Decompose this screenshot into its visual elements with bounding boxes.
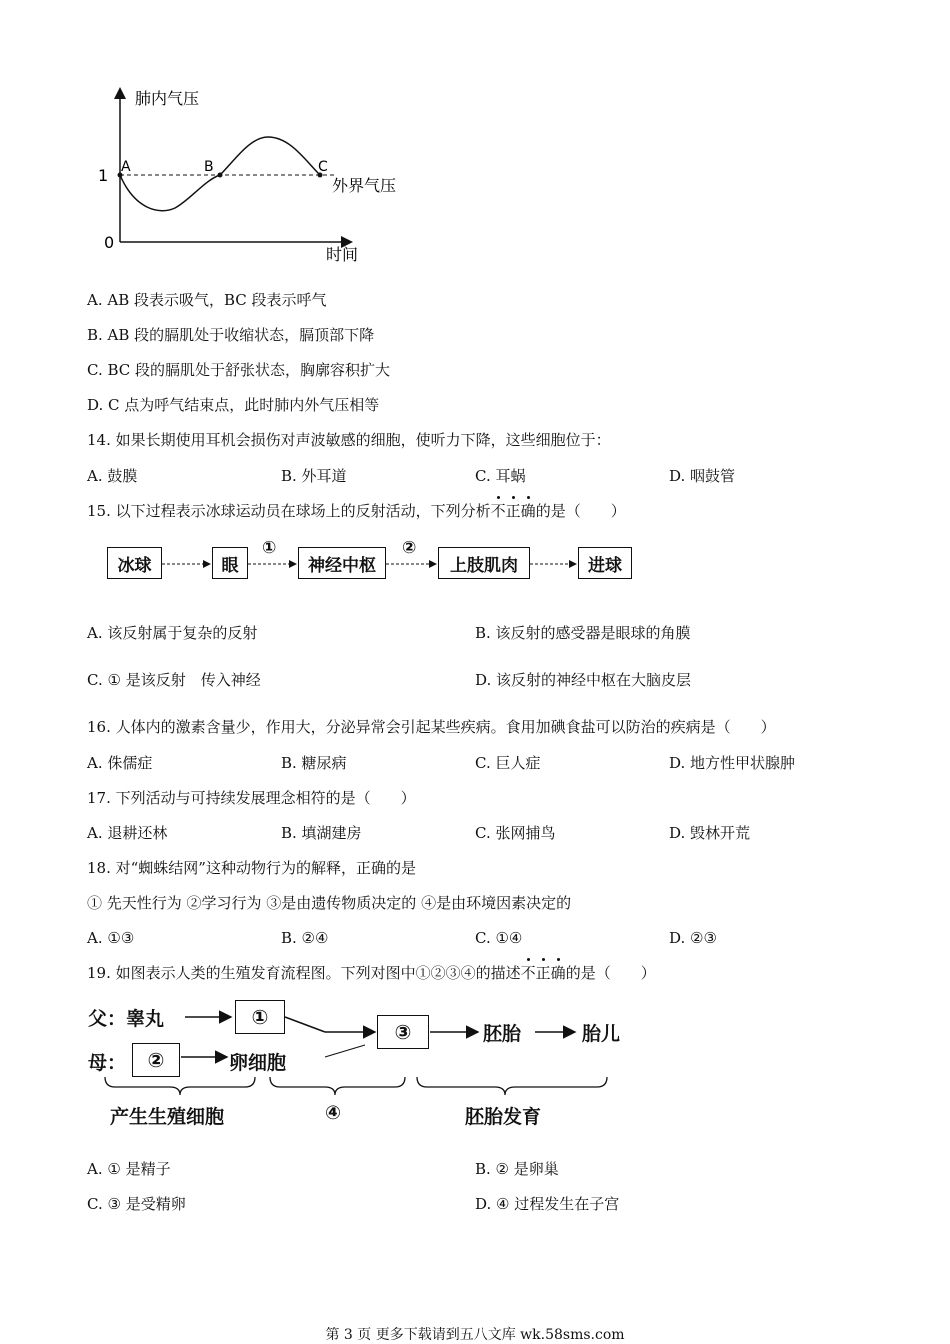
q17-option-d[interactable]: D. 毁林开荒 — [669, 824, 751, 842]
q16-option-d[interactable]: D. 地方性甲状腺肿 — [669, 754, 796, 772]
q16-stem: 16. 人体内的激素含量少，作用大，分泌异常会引起某些疾病。食用加碘食盐可以防治的疾病是（ ） — [87, 718, 776, 736]
mother-label: 母： — [88, 1052, 127, 1074]
q16-option-c[interactable]: C. 巨人症 — [475, 754, 541, 772]
flow-box-goal: 进球 — [578, 547, 632, 579]
q18-option-a[interactable]: A. ①③ — [87, 929, 135, 947]
q15-stem — [87, 501, 626, 521]
point-a-label: A — [121, 159, 131, 175]
egg-label: 卵细胞 — [229, 1052, 287, 1074]
brace-label-3: 胚胎发育 — [465, 1106, 542, 1128]
q15-emph-3: 确 — [520, 502, 536, 520]
box-3: ③ — [377, 1015, 429, 1049]
point-b-label: B — [204, 159, 214, 175]
embryo-label: 胚胎 — [483, 1023, 522, 1045]
flow-label-1: ① — [262, 538, 277, 558]
q14-option-c[interactable]: C. 耳蜗 — [475, 467, 526, 485]
q15-emph-2: 正 — [505, 502, 521, 520]
q19-option-b[interactable]: B. ② 是卵巢 — [475, 1160, 559, 1178]
q13-option-b[interactable]: B. AB 段的膈肌处于收缩状态，膈顶部下降 — [87, 326, 375, 344]
q17-option-a[interactable]: A. 退耕还林 — [87, 824, 168, 842]
tick-1-label: 1 — [98, 166, 109, 185]
q14-option-a[interactable]: A. 鼓膜 — [87, 467, 138, 485]
q19-option-c[interactable]: C. ③ 是受精卵 — [87, 1195, 186, 1213]
external-pressure-label: 外界气压 — [332, 176, 397, 195]
q15-stem-tail: 的是（ ） — [535, 502, 626, 520]
q18-stem: 18. 对“蜘蛛结网”这种动物行为的解释，正确的是 — [87, 859, 416, 877]
q19-emph-2: 正 — [535, 964, 551, 982]
flow-box-hockey: 冰球 — [107, 547, 162, 579]
page-footer: 第 3 页 更多下载请到五八文库 wk.58sms.com — [325, 1327, 625, 1343]
q19-stem-tail: 的是（ ） — [565, 964, 656, 982]
pressure-graph — [90, 80, 510, 270]
box-2: ② — [132, 1043, 180, 1077]
q19-emph-3: 确 — [550, 964, 566, 982]
q15-stem-text: 15. 以下过程表示冰球运动员在球场上的反射活动，下列分析 — [87, 502, 491, 520]
brace-label-1: 产生生殖细胞 — [110, 1106, 225, 1128]
q15-option-c[interactable]: C. ① 是该反射 传入神经 — [87, 671, 261, 689]
q15-option-d[interactable]: D. 该反射的神经中枢在大脑皮层 — [475, 671, 692, 689]
box-1: ① — [235, 1000, 285, 1034]
q19-stem-text: 19. 如图表示人类的生殖发育流程图。下列对图中①②③④的描述 — [87, 964, 521, 982]
q15-emph-1: 不 — [490, 502, 506, 520]
q14-option-d[interactable]: D. 咽鼓管 — [669, 467, 736, 485]
q17-option-b[interactable]: B. 填湖建房 — [281, 824, 362, 842]
point-b-dot — [218, 173, 223, 178]
q19-stem — [87, 963, 656, 983]
y-axis-label: 肺内气压 — [135, 89, 200, 108]
q14-stem: 14. 如果长期使用耳机会损伤对声波敏感的细胞，使听力下降，这些细胞位于： — [87, 431, 611, 449]
q13-option-a[interactable]: A. AB 段表示吸气，BC 段表示呼气 — [87, 291, 327, 309]
flow-box-muscle: 上肢肌肉 — [438, 547, 530, 579]
flow-box-eye: 眼 — [212, 547, 248, 579]
q18-option-b[interactable]: B. ②④ — [281, 929, 329, 947]
q13-option-c[interactable]: C. BC 段的膈肌处于舒张状态，胸廓容积扩大 — [87, 361, 391, 379]
q17-stem: 17. 下列活动与可持续发展理念相符的是（ ） — [87, 789, 416, 807]
q13-option-d[interactable]: D. C 点为呼气结束点，此时肺内外气压相等 — [87, 396, 380, 414]
q18-statements: ① 先天性行为 ②学习行为 ③是由遗传物质决定的 ④是由环境因素决定的 — [87, 894, 572, 912]
q17-option-c[interactable]: C. 张网捕鸟 — [475, 824, 556, 842]
q19-option-a[interactable]: A. ① 是精子 — [87, 1160, 171, 1178]
q19-emph-1: 不 — [520, 964, 536, 982]
x-axis-label: 时间 — [326, 245, 359, 264]
flow-box-center: 神经中枢 — [298, 547, 386, 579]
tick-0-label: 0 — [104, 233, 115, 252]
q15-option-a[interactable]: A. 该反射属于复杂的反射 — [87, 624, 258, 642]
q19-option-d[interactable]: D. ④ 过程发生在子宫 — [475, 1195, 620, 1213]
q18-option-c[interactable]: C. ①④ — [475, 929, 523, 947]
q16-option-b[interactable]: B. 糖尿病 — [281, 754, 347, 772]
point-c-label: C — [318, 159, 328, 175]
father-label: 父：睾丸 — [88, 1008, 165, 1030]
q18-option-d[interactable]: D. ②③ — [669, 929, 717, 947]
q15-option-b[interactable]: B. 该反射的感受器是眼球的角膜 — [475, 624, 691, 642]
brace-label-2: ④ — [325, 1102, 342, 1124]
flow-label-2: ② — [402, 538, 417, 558]
q16-option-a[interactable]: A. 侏儒症 — [87, 754, 153, 772]
fetus-label: 胎儿 — [582, 1023, 621, 1045]
q14-option-b[interactable]: B. 外耳道 — [281, 467, 347, 485]
